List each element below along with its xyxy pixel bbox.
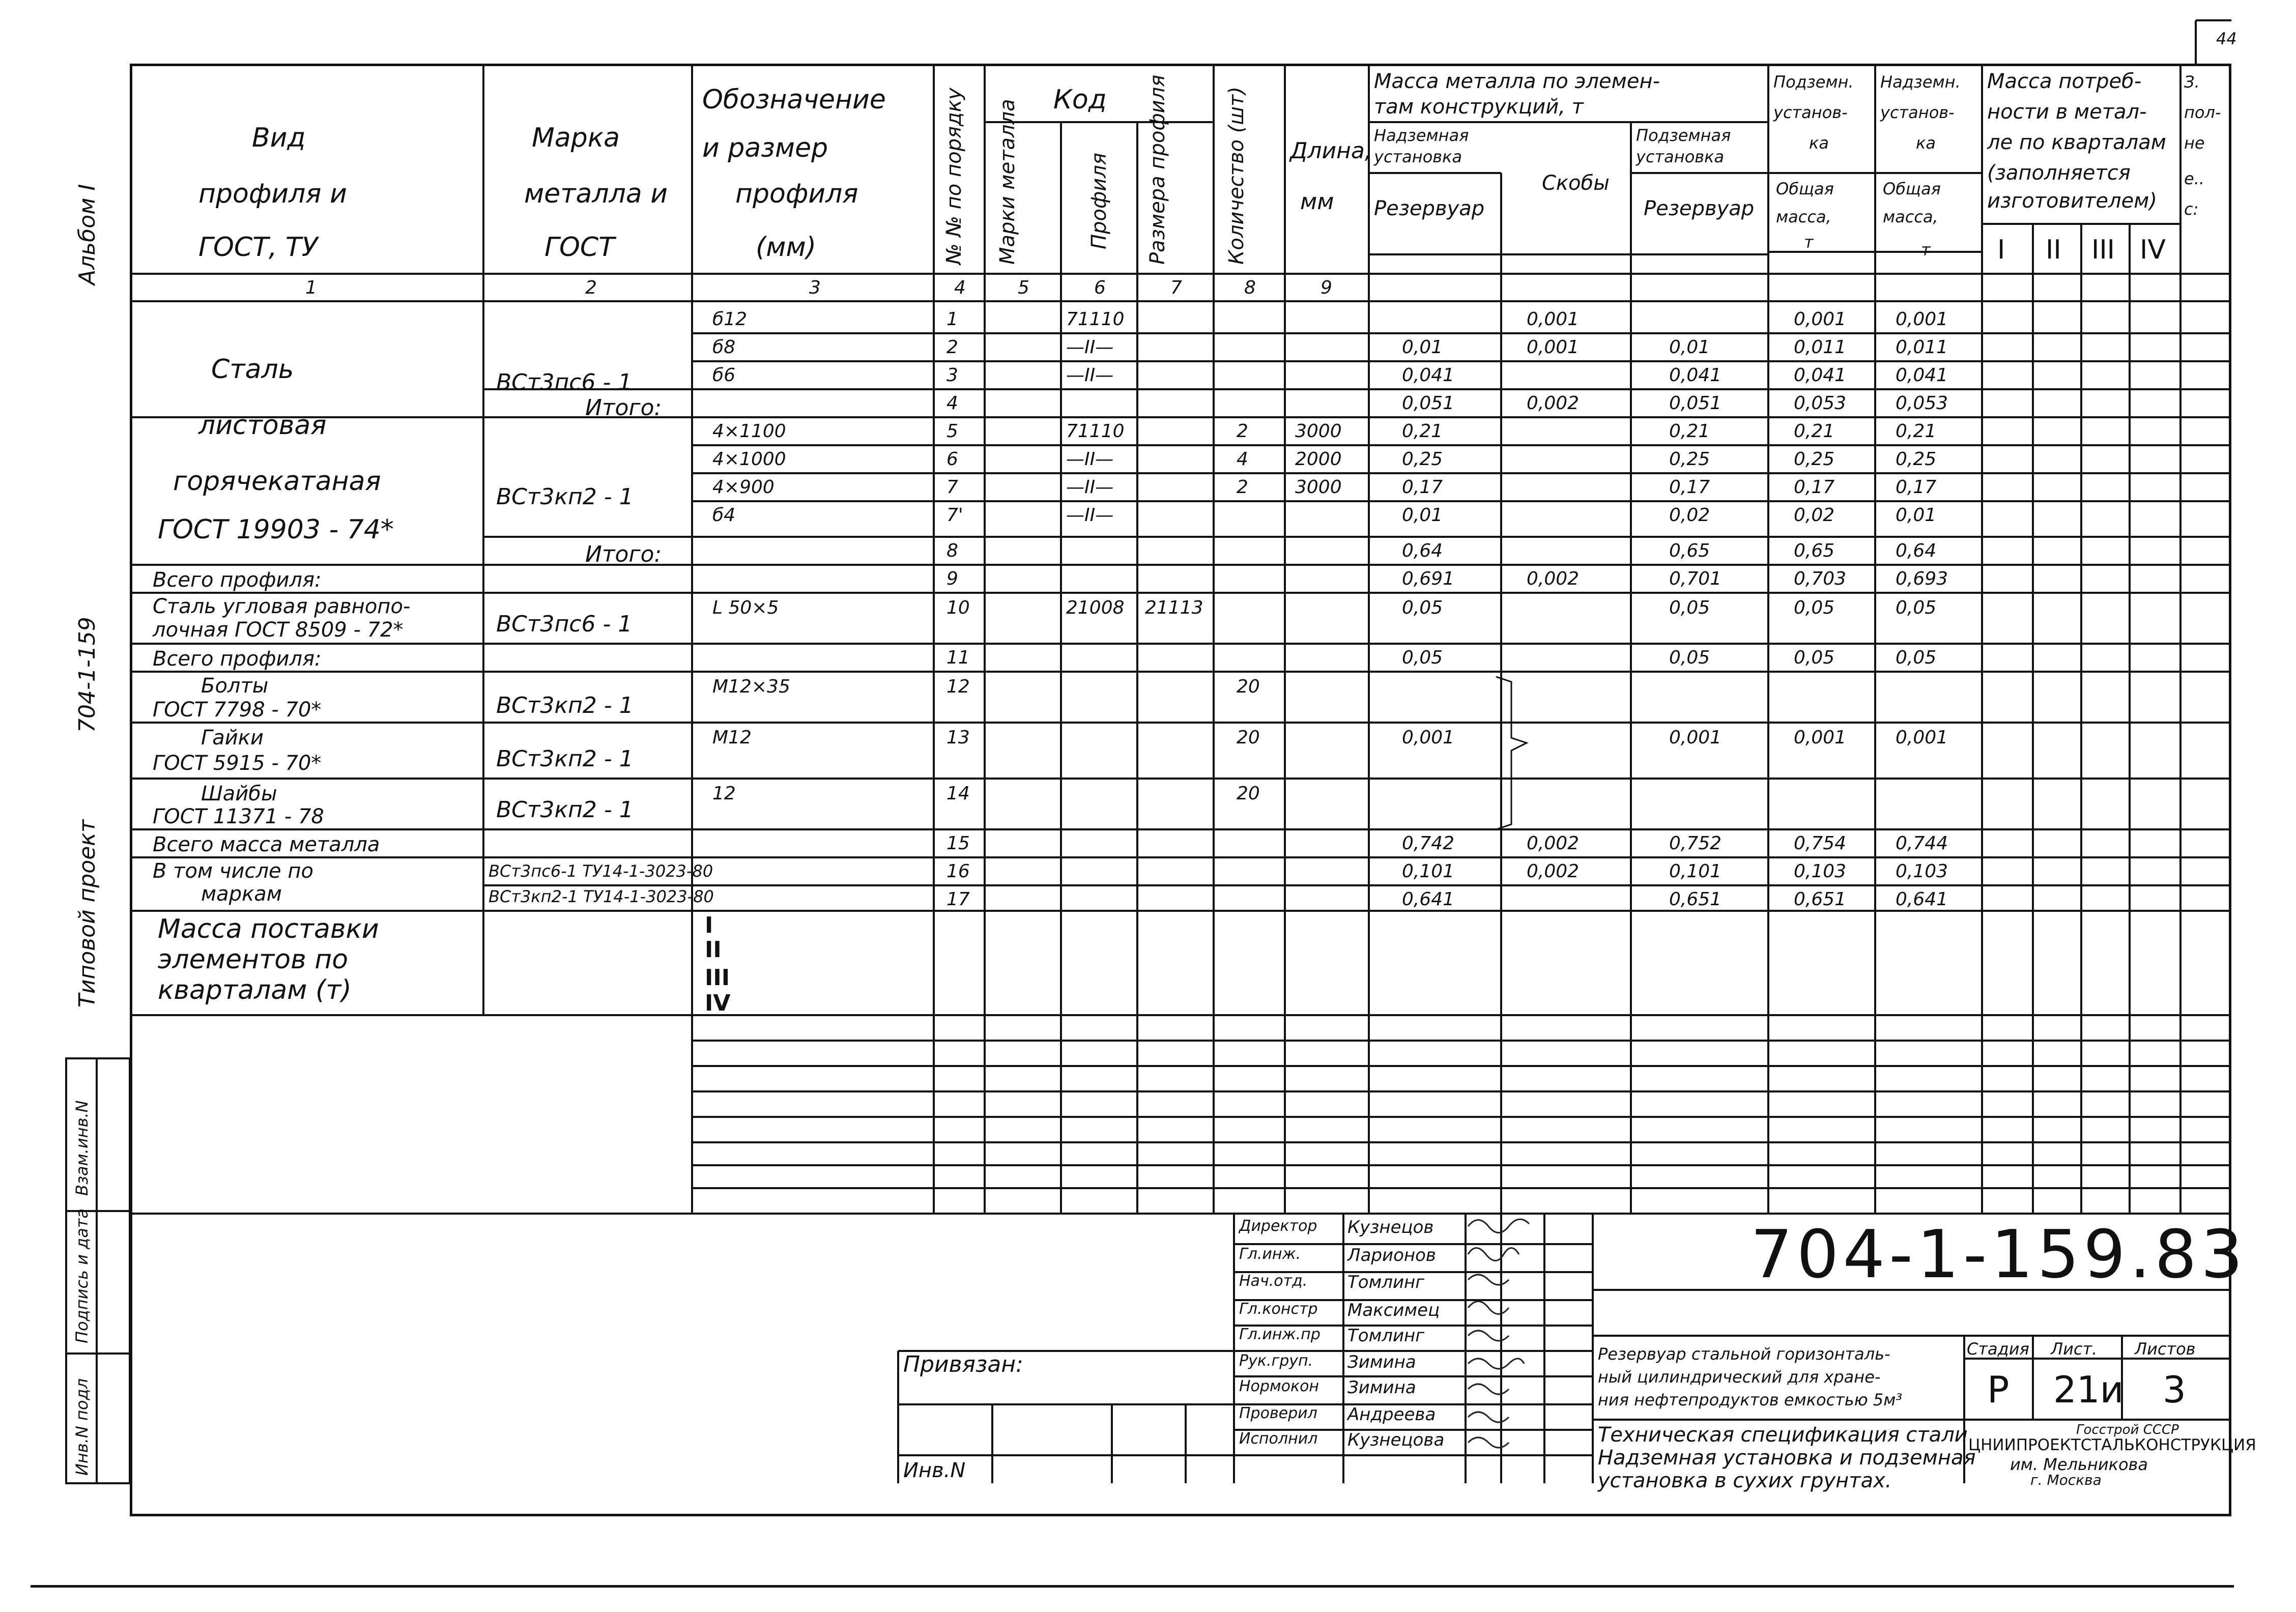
under-total-mass: 0,25 [1794, 449, 1835, 470]
row-number: 11 [946, 647, 970, 668]
quantity: 20 [1237, 783, 1260, 804]
mass-group-header-1: Масса металла по элемен- [1374, 70, 1660, 93]
bolts-mark: ВСт3кп2 - 1 [496, 693, 634, 718]
title1-3: ния нефтепродуктов емкостью 5м³ [1598, 1390, 1903, 1409]
stamp-role: Директор [1239, 1217, 1317, 1235]
quarter-1: I [1997, 235, 2005, 265]
col2-header-1: Марка [532, 123, 620, 153]
profile-size: L 50×5 [712, 597, 779, 618]
profile-size: б4 [712, 505, 736, 526]
above-total-1: Надземн. [1880, 72, 1961, 92]
mass-group-header-2: там конструкций, т [1374, 95, 1584, 119]
by-marks-1: В том числе по [153, 859, 313, 883]
row-number: 10 [946, 597, 970, 618]
reservoir2-header: Резервуар [1644, 197, 1755, 220]
supply-q3: III [705, 965, 730, 991]
col3-header-4: (мм) [756, 232, 817, 263]
reservoir-header: Резервуар [1374, 197, 1485, 220]
stamp-name: Томлинг [1347, 1326, 1425, 1346]
row-number: 17 [946, 889, 970, 910]
sheets-value: 3 [2163, 1368, 2186, 1411]
col5-header: Марки металла [996, 99, 1019, 265]
project-code-side: 704-1-159 [74, 617, 100, 733]
brackets-mass: 0,001 [1527, 309, 1580, 330]
above-total-mass: 0,011 [1896, 337, 1948, 358]
nuts-2: ГОСТ 5915 - 70* [153, 752, 322, 775]
colnum-4: 4 [954, 277, 966, 298]
profile-code: 71110 [1066, 421, 1125, 442]
profile-code: —II— [1066, 337, 1114, 358]
col1-header-3: ГОСТ, ТУ [198, 232, 318, 263]
stamp-role: Исполнил [1239, 1430, 1318, 1448]
quantity: 2 [1237, 477, 1248, 498]
bound-label: Привязан: [903, 1351, 1023, 1377]
under-total-6: т [1804, 233, 1814, 252]
supply-3: кварталам (т) [158, 975, 352, 1005]
above-total-mass: 0,001 [1896, 727, 1948, 748]
title1-1: Резервуар стальной горизонталь- [1598, 1344, 1890, 1364]
sheet-value: 21и [2053, 1368, 2124, 1411]
washers-mark: ВСт3кп2 - 1 [496, 797, 634, 823]
row-number: 12 [946, 676, 970, 697]
colnum-1: 1 [305, 277, 317, 298]
colnum-7: 7 [1170, 277, 1182, 298]
consumer-5: изготовителем) [1987, 189, 2157, 213]
supply-q1: I [705, 912, 713, 938]
under-total-3: ка [1809, 133, 1829, 153]
org-name: ЦНИИПРОЕКТСТАЛЬКОНСТРУКЦИЯ [1968, 1436, 2256, 1454]
under-reservoir-mass: 0,02 [1669, 505, 1710, 526]
above-total-mass: 0,053 [1896, 393, 1948, 414]
col1-header-2: профиля и [198, 179, 347, 209]
profile-size: M12 [712, 727, 752, 748]
col8-header: Количество (шт) [1225, 87, 1248, 265]
colnum-2: 2 [585, 277, 597, 298]
mark-1: ВСт3пс6 - 1 [496, 369, 633, 395]
above-total-mass: 0,693 [1896, 568, 1948, 589]
above-total-mass: 0,21 [1896, 421, 1937, 442]
org-top: Госстрой СССР [2076, 1422, 2179, 1437]
under-total-mass: 0,001 [1794, 309, 1847, 330]
consumer-4: (заполняется [1987, 161, 2131, 185]
by-marks-mark1: ВСт3пс6-1 ТУ14-1-3023-80 [489, 861, 713, 881]
above-total-6: т [1921, 240, 1931, 260]
title2-2: Надземная установка и подземная [1598, 1446, 1976, 1470]
under-total-4: Общая [1776, 179, 1834, 198]
under-reservoir-mass: 0,041 [1669, 365, 1722, 386]
steel-sheet-1: Сталь [211, 354, 294, 385]
profile-code: —II— [1066, 365, 1114, 386]
row-number: 2 [946, 337, 958, 358]
sign-date-label: Подпись и дата [72, 1208, 92, 1343]
stamp-name: Кузнецова [1347, 1430, 1445, 1450]
under-total-mass: 0,05 [1794, 647, 1835, 668]
nuts-mark: ВСт3кп2 - 1 [496, 746, 634, 772]
under-reservoir-mass: 0,25 [1669, 449, 1710, 470]
stamp-name: Томлинг [1347, 1272, 1425, 1292]
under-reservoir-mass: 0,701 [1669, 568, 1722, 589]
row-number: 4 [946, 393, 958, 414]
stamp-name: Зимина [1347, 1377, 1416, 1398]
stamp-name: Кузнецов [1347, 1217, 1434, 1237]
col9-header-1: Длина, [1290, 138, 1372, 164]
outer-border-line [31, 1585, 2234, 1588]
above-reservoir-mass: 0,051 [1402, 393, 1455, 414]
under-total-1: Подземн. [1773, 72, 1854, 92]
washers-1: Шайбы [201, 782, 277, 805]
length: 2000 [1295, 449, 1342, 470]
total-mass-label: Всего масса металла [153, 833, 380, 856]
above-total-3: ка [1916, 133, 1936, 153]
colnum-8: 8 [1244, 277, 1256, 298]
under-total-5: масса, [1776, 207, 1831, 226]
profile-size: б8 [712, 337, 736, 358]
stamp-role: Нач.отд. [1239, 1272, 1308, 1290]
under-reservoir-mass: 0,21 [1669, 421, 1710, 442]
subtotal-2: Итого: [585, 541, 662, 567]
org-name-2: им. Мельникова [2010, 1455, 2148, 1474]
quantity: 20 [1237, 727, 1260, 748]
above-reservoir-mass: 0,21 [1402, 421, 1443, 442]
stamp-role: Гл.констр [1239, 1300, 1318, 1318]
corner-mark: 44 [2216, 29, 2237, 48]
colnum-9: 9 [1321, 277, 1332, 298]
extra-3: не [2184, 133, 2205, 153]
angle-mark: ВСт3пс6 - 1 [496, 611, 633, 637]
above-total-mass: 0,041 [1896, 365, 1948, 386]
stamp-role: Проверил [1239, 1404, 1317, 1422]
under-total-mass: 0,05 [1794, 597, 1835, 618]
title2-3: установка в сухих грунтах. [1598, 1469, 1892, 1492]
brackets-mass: 0,002 [1527, 393, 1580, 414]
under-install-1: Подземная [1636, 126, 1731, 145]
above-total-5: масса, [1883, 207, 1938, 226]
title2-1: Техническая спецификация стали [1598, 1423, 1968, 1447]
nuts-1: Гайки [201, 726, 264, 750]
above-total-mass: 0,05 [1896, 647, 1937, 668]
doc-number: 704-1-159.83 [1750, 1216, 2247, 1293]
profile-size: б12 [712, 309, 748, 330]
above-total-mass: 0,25 [1896, 449, 1937, 470]
under-total-mass: 0,001 [1794, 727, 1847, 748]
angle-1: Сталь угловая равнопо- [153, 595, 411, 618]
above-reservoir-mass: 0,01 [1402, 337, 1443, 358]
washers-2: ГОСТ 11371 - 78 [153, 805, 324, 828]
under-total-mass: 0,011 [1794, 337, 1847, 358]
stamp-role: Рук.груп. [1239, 1352, 1313, 1370]
under-reservoir-mass: 0,65 [1669, 540, 1710, 561]
subtotal-1: Итого: [585, 395, 662, 421]
row-number: 9 [946, 568, 958, 589]
length: 3000 [1295, 477, 1342, 498]
consumer-2: ности в метал- [1987, 100, 2147, 124]
supply-2: элементов по [158, 944, 349, 975]
bolts-1: Болты [201, 674, 269, 698]
under-total-2: установ- [1773, 103, 1848, 122]
stage-value: Р [1987, 1368, 2010, 1411]
above-total-mass: 0,641 [1896, 889, 1948, 910]
inv-replace-label: Взам.инв.N [72, 1100, 92, 1196]
profile-size-code: 21113 [1145, 597, 1203, 618]
profile-code: —II— [1066, 449, 1114, 470]
col2-header-3: ГОСТ [544, 232, 615, 263]
above-reservoir-mass: 0,742 [1402, 833, 1455, 854]
col3-header-3: профиля [735, 179, 858, 209]
above-reservoir-mass: 0,691 [1402, 568, 1455, 589]
col3-header-1: Обозначение [702, 84, 886, 115]
brackets-mass: 0,001 [1527, 337, 1580, 358]
quantity: 2 [1237, 421, 1248, 442]
quantity: 20 [1237, 676, 1260, 697]
profile-code: —II— [1066, 477, 1114, 498]
supply-q2: II [705, 937, 722, 963]
under-install-2: установка [1636, 147, 1725, 166]
under-total-mass: 0,053 [1794, 393, 1847, 414]
profile-code: —II— [1066, 505, 1114, 526]
above-reservoir-mass: 0,25 [1402, 449, 1443, 470]
under-reservoir-mass: 0,05 [1669, 597, 1710, 618]
stage-label: Стадия [1967, 1339, 2029, 1359]
total-profile-2: Всего профиля: [153, 647, 322, 671]
extra-4: е.. [2184, 169, 2205, 188]
col2-header-2: металла и [524, 179, 668, 209]
profile-code: 21008 [1066, 597, 1125, 618]
stamp-name: Зимина [1347, 1352, 1416, 1372]
col9-header-2: мм [1300, 189, 1334, 215]
profile-size: M12×35 [712, 676, 790, 697]
row-number: 3 [946, 365, 958, 386]
album-label: Альбом I [74, 184, 100, 285]
row-number: 7 [946, 477, 958, 498]
stamp-role: Нормокон [1239, 1377, 1319, 1395]
typical-project-label: Типовой проект [74, 819, 100, 1008]
stamp-name: Андреева [1347, 1404, 1436, 1425]
title1-2: ный цилиндрический для хране- [1598, 1367, 1881, 1387]
brackets-mass: 0,002 [1527, 861, 1580, 882]
quarter-4: IV [2140, 235, 2166, 265]
extra-1: З. [2184, 72, 2200, 92]
quarter-3: III [2091, 235, 2115, 265]
total-profile-1: Всего профиля: [153, 568, 322, 592]
stamp-name: Ларионов [1347, 1245, 1436, 1265]
row-number: 13 [946, 727, 970, 748]
colnum-6: 6 [1094, 277, 1106, 298]
bolts-2: ГОСТ 7798 - 70* [153, 698, 322, 722]
extra-5: с: [2184, 199, 2199, 219]
col4-header: № № по порядку [942, 88, 966, 265]
above-total-2: установ- [1880, 103, 1955, 122]
row-number: 5 [946, 421, 958, 442]
under-total-mass: 0,754 [1794, 833, 1847, 854]
col3-header-2: и размер [702, 133, 828, 163]
row-number: 15 [946, 833, 970, 854]
profile-size: 4×900 [712, 477, 774, 498]
above-total-mass: 0,05 [1896, 597, 1937, 618]
above-reservoir-mass: 0,101 [1402, 861, 1455, 882]
row-number: 1 [946, 309, 958, 330]
under-total-mass: 0,65 [1794, 540, 1835, 561]
under-total-mass: 0,041 [1794, 365, 1847, 386]
under-reservoir-mass: 0,001 [1669, 727, 1722, 748]
above-total-mass: 0,103 [1896, 861, 1948, 882]
col7-header: Размера профиля [1146, 74, 1169, 265]
under-reservoir-mass: 0,101 [1669, 861, 1722, 882]
quarter-2: II [2046, 235, 2061, 265]
under-total-mass: 0,02 [1794, 505, 1835, 526]
org-city: г. Москва [2030, 1472, 2102, 1488]
row-number: 14 [946, 783, 970, 804]
profile-size: 4×1000 [712, 449, 786, 470]
supply-1: Масса поставки [158, 914, 379, 944]
above-total-mass: 0,744 [1896, 833, 1948, 854]
above-reservoir-mass: 0,05 [1402, 647, 1443, 668]
row-number: 16 [946, 861, 970, 882]
under-reservoir-mass: 0,051 [1669, 393, 1722, 414]
under-total-mass: 0,17 [1794, 477, 1835, 498]
mark-2: ВСт3кп2 - 1 [496, 484, 634, 510]
above-reservoir-mass: 0,641 [1402, 889, 1455, 910]
code-group-header: Код [1053, 84, 1107, 115]
brackets-mass: 0,002 [1527, 833, 1580, 854]
above-total-4: Общая [1883, 179, 1941, 198]
profile-code: 71110 [1066, 309, 1125, 330]
extra-2: пол- [2184, 103, 2221, 122]
angle-2: лочная ГОСТ 8509 - 72* [153, 618, 404, 642]
row-number: 8 [946, 540, 958, 561]
above-total-mass: 0,64 [1896, 540, 1937, 561]
above-reservoir-mass: 0,001 [1402, 727, 1455, 748]
above-install-1: Надземная [1374, 126, 1469, 145]
above-total-mass: 0,17 [1896, 477, 1937, 498]
above-reservoir-mass: 0,64 [1402, 540, 1443, 561]
stamp-role: Гл.инж.пр [1239, 1326, 1321, 1343]
profile-size: б6 [712, 365, 736, 386]
above-install-2: установка [1374, 147, 1462, 166]
row-number: 6 [946, 449, 958, 470]
under-reservoir-mass: 0,05 [1669, 647, 1710, 668]
row-number: 7' [946, 505, 963, 526]
above-reservoir-mass: 0,01 [1402, 505, 1443, 526]
under-total-mass: 0,703 [1794, 568, 1847, 589]
under-reservoir-mass: 0,01 [1669, 337, 1710, 358]
brackets-mass: 0,002 [1527, 568, 1580, 589]
sheets-label: Листов [2135, 1339, 2196, 1359]
profile-size: 4×1100 [712, 421, 786, 442]
consumer-1: Масса потреб- [1987, 70, 2142, 93]
length: 3000 [1295, 421, 1342, 442]
under-total-mass: 0,651 [1794, 889, 1847, 910]
under-reservoir-mass: 0,651 [1669, 889, 1722, 910]
steel-sheet-4: ГОСТ 19903 - 74* [158, 514, 394, 545]
by-marks-2: маркам [201, 882, 282, 906]
sheet-label: Лист. [2051, 1339, 2098, 1359]
steel-sheet-2: листовая [198, 410, 327, 441]
colnum-3: 3 [809, 277, 821, 298]
above-reservoir-mass: 0,17 [1402, 477, 1443, 498]
col6-header: Профиля [1087, 153, 1111, 249]
above-reservoir-mass: 0,05 [1402, 597, 1443, 618]
under-total-mass: 0,21 [1794, 421, 1835, 442]
inv-orig-label: Инв.N подл [72, 1378, 92, 1476]
under-total-mass: 0,103 [1794, 861, 1847, 882]
stamp-name: Максимец [1347, 1300, 1440, 1320]
above-total-mass: 0,001 [1896, 309, 1948, 330]
col1-header-1: Вид [252, 123, 306, 153]
brackets-header: Скобы [1542, 171, 1610, 195]
profile-size: 12 [712, 783, 736, 804]
stamp-role: Гл.инж. [1239, 1245, 1301, 1263]
above-reservoir-mass: 0,041 [1402, 365, 1455, 386]
under-reservoir-mass: 0,752 [1669, 833, 1722, 854]
quantity: 4 [1237, 449, 1248, 470]
by-marks-mark2: ВСт3кп2-1 ТУ14-1-3023-80 [489, 887, 714, 906]
supply-q4: IV [705, 990, 731, 1016]
steel-sheet-3: горячекатаная [173, 466, 381, 497]
consumer-3: ле по кварталам [1987, 131, 2166, 154]
inv-label: Инв.N [903, 1459, 966, 1482]
under-reservoir-mass: 0,17 [1669, 477, 1710, 498]
above-total-mass: 0,01 [1896, 505, 1937, 526]
colnum-5: 5 [1018, 277, 1029, 298]
